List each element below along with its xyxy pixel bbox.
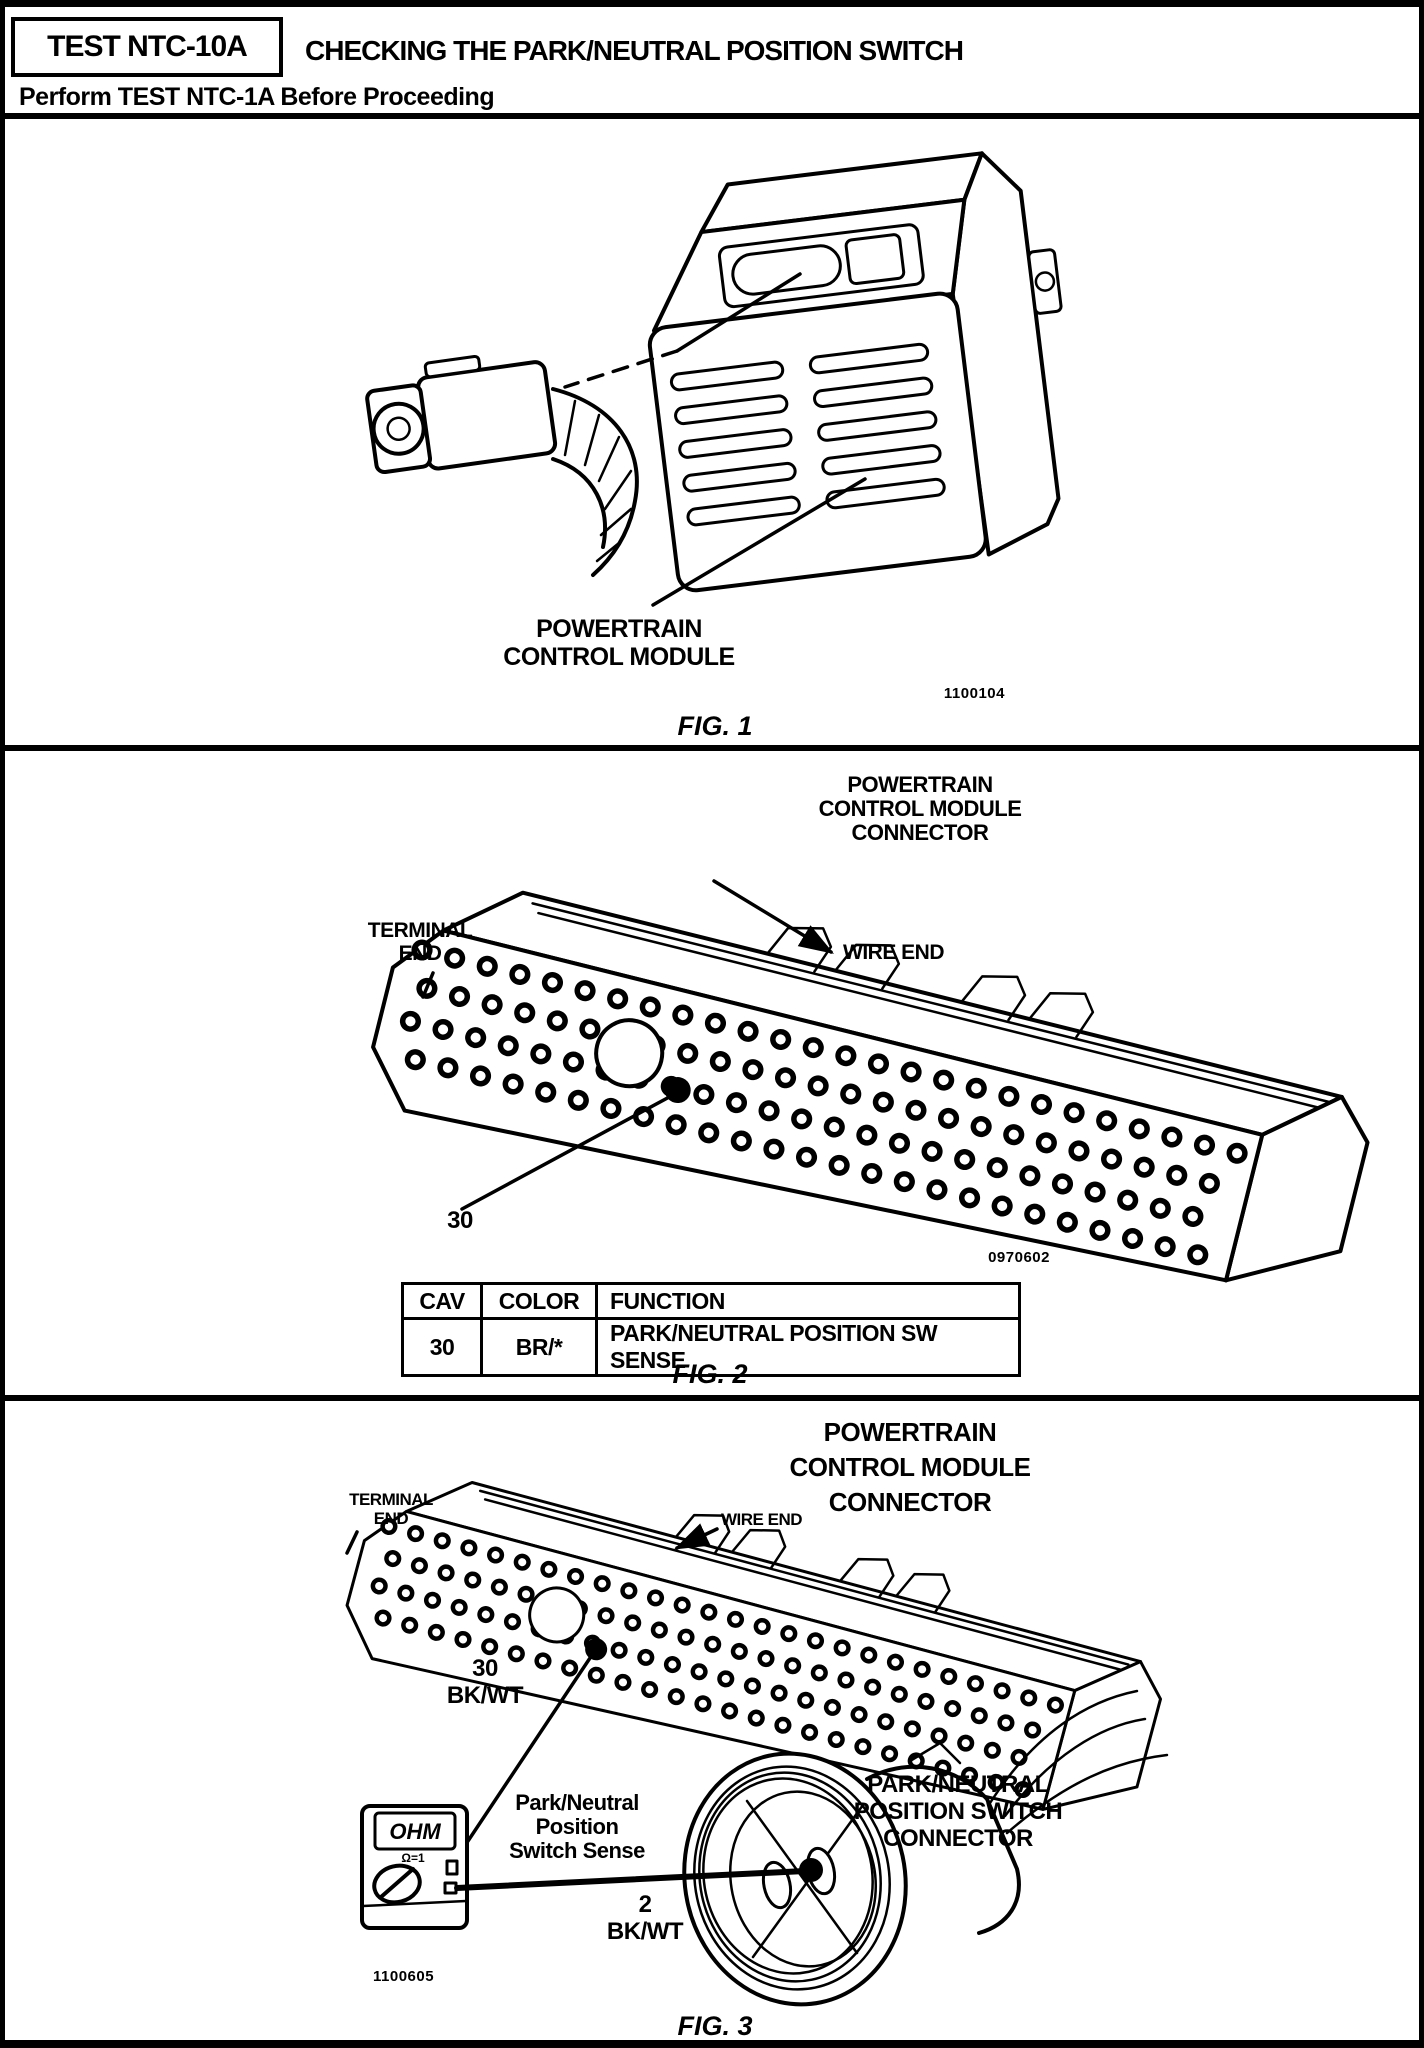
switch-connector-line2: POSITION SWITCH bbox=[853, 1798, 1063, 1825]
probed-terminal-2 bbox=[799, 1858, 823, 1882]
wire-conduit bbox=[553, 389, 637, 575]
cavity-table-header-row bbox=[403, 1284, 1020, 1319]
pcm-label bbox=[469, 615, 769, 671]
fig3-terminal-end-leader bbox=[347, 1532, 357, 1553]
wire-end-leader bbox=[714, 881, 831, 952]
cavity-table-cell-color: BR/* bbox=[482, 1319, 597, 1376]
harness-connector bbox=[363, 347, 556, 477]
ohmmeter bbox=[362, 1806, 467, 1928]
fig2-terminal-end-label bbox=[350, 919, 490, 965]
fig3-cavity-line1: 30 bbox=[472, 1655, 498, 1682]
switch-connector-line3: CONNECTOR bbox=[883, 1825, 1033, 1852]
fig2-connector-label-line1: POWERTRAIN bbox=[847, 772, 993, 797]
fig2-connector-label-line3: CONNECTOR bbox=[851, 820, 989, 845]
probe-label bbox=[595, 1891, 695, 1945]
sense-label-line2: Position bbox=[535, 1814, 619, 1839]
ohmmeter-display: OHM bbox=[389, 1819, 441, 1844]
pcm-label-line1: POWERTRAIN bbox=[536, 615, 702, 643]
switch-connector-line1: PARK/NEUTRAL bbox=[867, 1771, 1049, 1798]
fig3-drawing-id: 1100605 bbox=[373, 1968, 435, 1985]
pcm-label-line2: CONTROL MODULE bbox=[503, 643, 735, 671]
ohmmeter-range: Ω=1 bbox=[401, 1851, 425, 1865]
fig1-drawing-id: 1100104 bbox=[943, 685, 1005, 702]
fig2-connector-label bbox=[775, 773, 1065, 845]
fig3-connector-label-line3: CONNECTOR bbox=[828, 1487, 992, 1517]
ohmmeter-terminal-upper bbox=[447, 1861, 457, 1874]
fig3-terminal-end-label bbox=[341, 1490, 441, 1528]
page-title: CHECKING THE PARK/NEUTRAL POSITION SWITCH bbox=[305, 35, 963, 66]
fig1-caption: FIG. 1 bbox=[677, 711, 753, 741]
cavity-table-header-function: FUNCTION bbox=[597, 1284, 1020, 1319]
page-subtitle: Perform TEST NTC-1A Before Proceeding bbox=[19, 83, 495, 111]
fig2-wire-end-label: WIRE END bbox=[843, 941, 944, 964]
fig3-wire-end-label: WIRE END bbox=[721, 1510, 802, 1529]
sense-label-line3: Switch Sense bbox=[509, 1838, 645, 1863]
fig2-terminal-end-line1: TERMINAL bbox=[367, 919, 473, 942]
sense-label bbox=[497, 1791, 657, 1863]
probe-label-line2: BK/WT bbox=[606, 1918, 684, 1945]
sense-label-line1: Park/Neutral bbox=[515, 1790, 639, 1815]
cavity-table-cell-function: PARK/NEUTRAL POSITION SW SENSE bbox=[597, 1319, 1020, 1376]
fig3-connector-label bbox=[780, 1415, 1040, 1520]
pcm-module bbox=[631, 146, 1090, 592]
fig3-terminal-end-line2: END bbox=[373, 1509, 409, 1528]
fig3-terminal-end-line1: TERMINAL bbox=[349, 1490, 433, 1509]
fig2-caption: FIG. 2 bbox=[672, 1359, 748, 1389]
pcm-connector-60way bbox=[360, 830, 1386, 1339]
fig2-drawing-id: 0970602 bbox=[988, 1249, 1050, 1266]
test-id-box bbox=[11, 17, 283, 77]
fig3-caption: FIG. 3 bbox=[677, 2011, 753, 2041]
fig2-connector-label-line2: CONTROL MODULE bbox=[818, 796, 1022, 821]
fig3-drawing bbox=[5, 1401, 1424, 2045]
fig3-cavity-line2: BK/WT bbox=[446, 1682, 524, 1709]
fig3-connector-label-line2: CONTROL MODULE bbox=[789, 1452, 1031, 1482]
switch-connector-label bbox=[853, 1771, 1063, 1852]
cavity-table-header-color: COLOR bbox=[482, 1284, 597, 1319]
probe-label-line1: 2 bbox=[638, 1891, 652, 1918]
cavity-table-cell-cav: 30 bbox=[403, 1319, 482, 1376]
test-id: TEST NTC-10A bbox=[47, 30, 247, 63]
fig3-cavity-label bbox=[435, 1655, 535, 1709]
cavity-table-header-cav: CAV bbox=[403, 1284, 482, 1319]
fig3-connector-label-line1: POWERTRAIN bbox=[823, 1417, 997, 1447]
fig2-cavity-label: 30 bbox=[447, 1207, 473, 1234]
fig2-terminal-end-line2: END bbox=[398, 942, 442, 965]
